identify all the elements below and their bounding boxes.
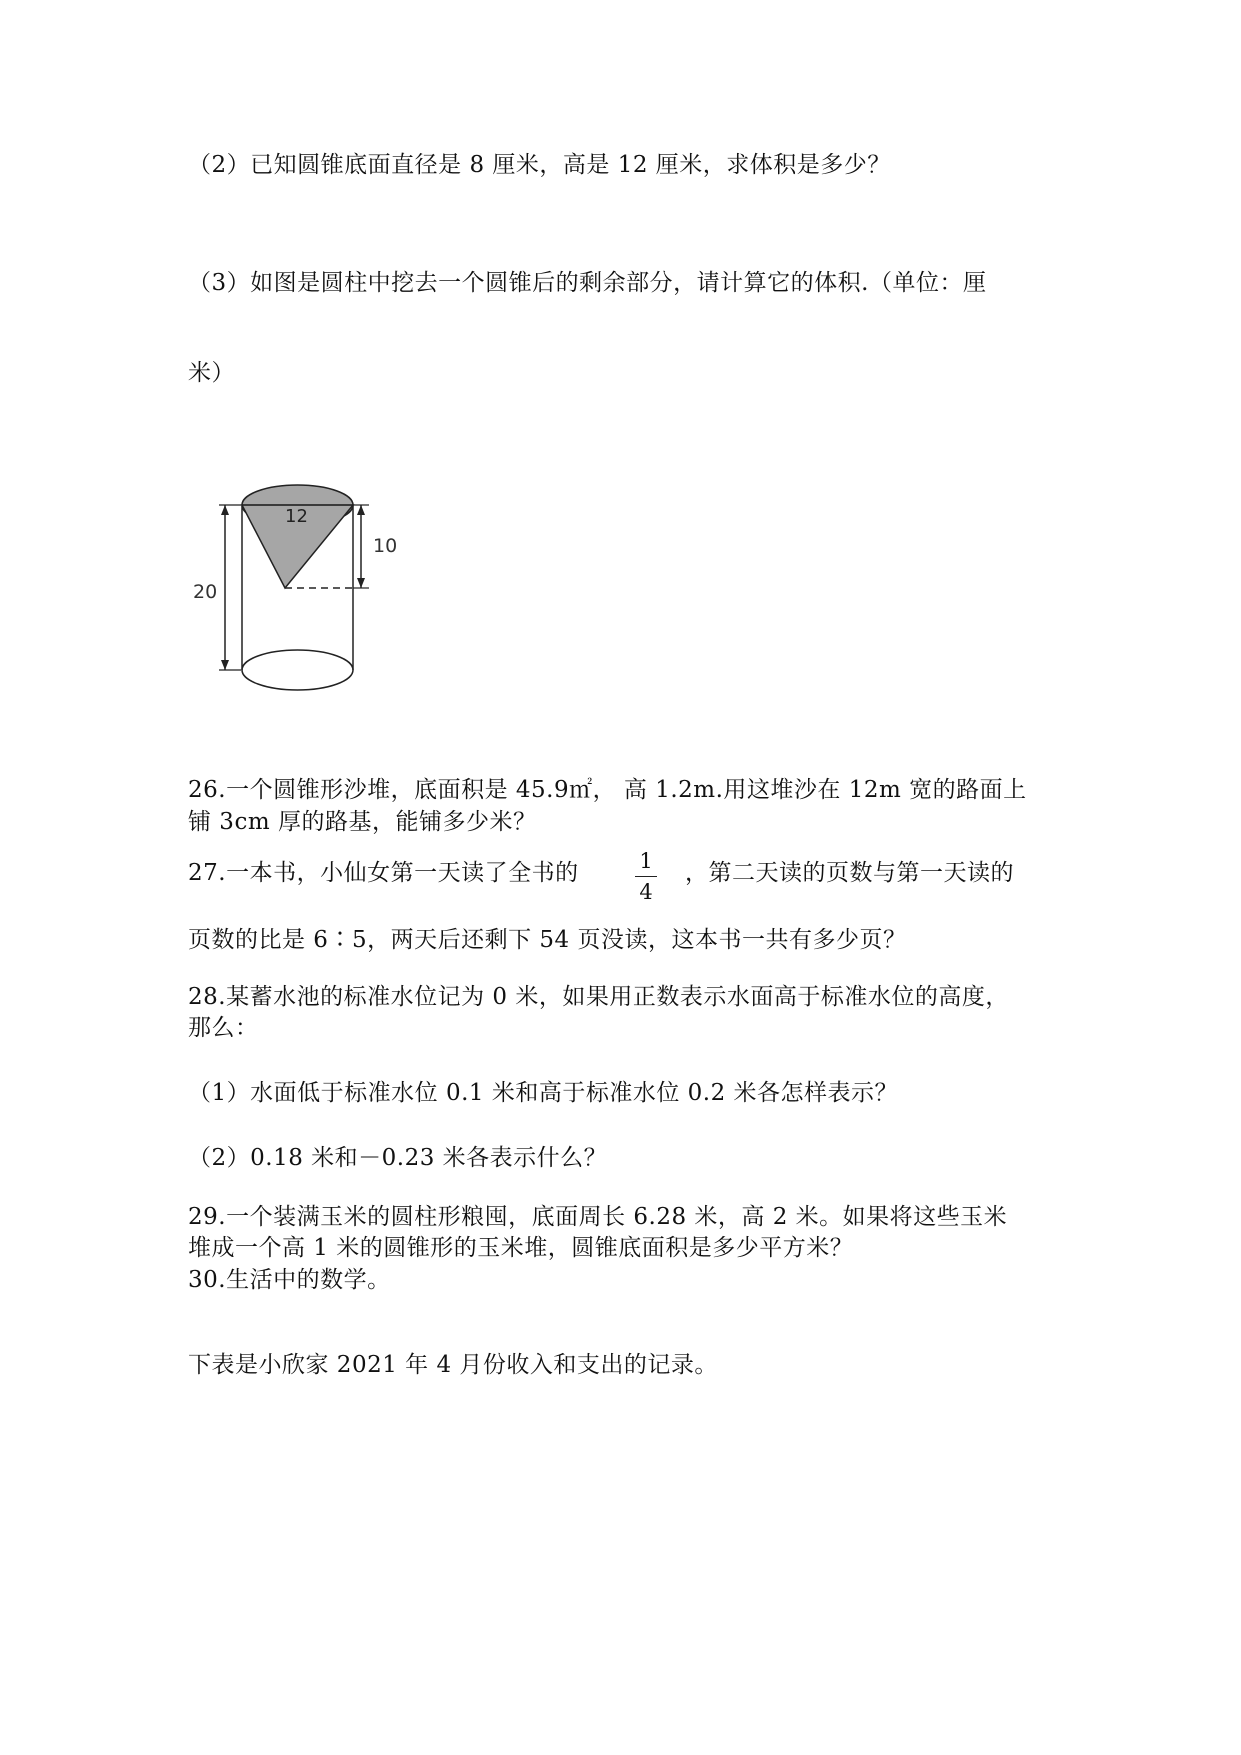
q26-line2: 铺 3cm 厚的路基，能铺多少米？ bbox=[188, 809, 537, 835]
q29-line2: 堆成一个高 1 米的圆锥形的玉米堆，圆锥底面积是多少平方米？ bbox=[188, 1235, 854, 1261]
q25-part2: （2）已知圆锥底面直径是 8 厘米，高是 12 厘米，求体积是多少？ bbox=[188, 152, 891, 178]
diameter-label: 12 bbox=[285, 506, 308, 527]
q27-line1-b: ，第二天读的页数与第一天读的 bbox=[685, 860, 1014, 886]
q25-part3-line1: （3）如图是圆柱中挖去一个圆锥后的剩余部分，请计算它的体积.（单位：厘 bbox=[188, 270, 987, 296]
fraction-bar bbox=[635, 876, 657, 877]
q28-part1: （1）水面低于标准水位 0.1 米和高于标准水位 0.2 米各怎样表示？ bbox=[188, 1080, 899, 1106]
q28-part2: （2）0.18 米和－0.23 米各表示什么？ bbox=[188, 1145, 608, 1171]
q27-line2: 页数的比是 6∶5，两天后还剩下 54 页没读，这本书一共有多少页？ bbox=[188, 927, 907, 953]
cone-height-label: 10 bbox=[373, 535, 398, 557]
fraction-numerator: 1 bbox=[639, 849, 653, 873]
q28-line2: 那么： bbox=[188, 1015, 259, 1041]
q26-line1: 26.一个圆锥形沙堆，底面积是 45.9㎡， 高 1.2m.用这堆沙在 12m 宽的路面上 bbox=[188, 777, 1027, 803]
cylinder-height-label: 20 bbox=[193, 581, 218, 603]
q25-part3-line2: 米） bbox=[188, 360, 235, 386]
q28-line1: 28.某蓄水池的标准水位记为 0 米，如果用正数表示水面高于标准水位的高度， bbox=[188, 984, 1009, 1010]
q30-line1: 30.生活中的数学。 bbox=[188, 1267, 391, 1293]
q27-line1-a: 27.一本书，小仙女第一天读了全书的 bbox=[188, 860, 579, 886]
cylinder-cone-figure bbox=[185, 470, 415, 700]
q27-fraction bbox=[631, 848, 661, 905]
q30-line2: 下表是小欣家 2021 年 4 月份收入和支出的记录。 bbox=[188, 1352, 718, 1378]
q29-line1: 29.一个装满玉米的圆柱形粮囤，底面周长 6.28 米，高 2 米。如果将这些玉米 bbox=[188, 1204, 1008, 1230]
fraction-denominator: 4 bbox=[639, 880, 653, 904]
